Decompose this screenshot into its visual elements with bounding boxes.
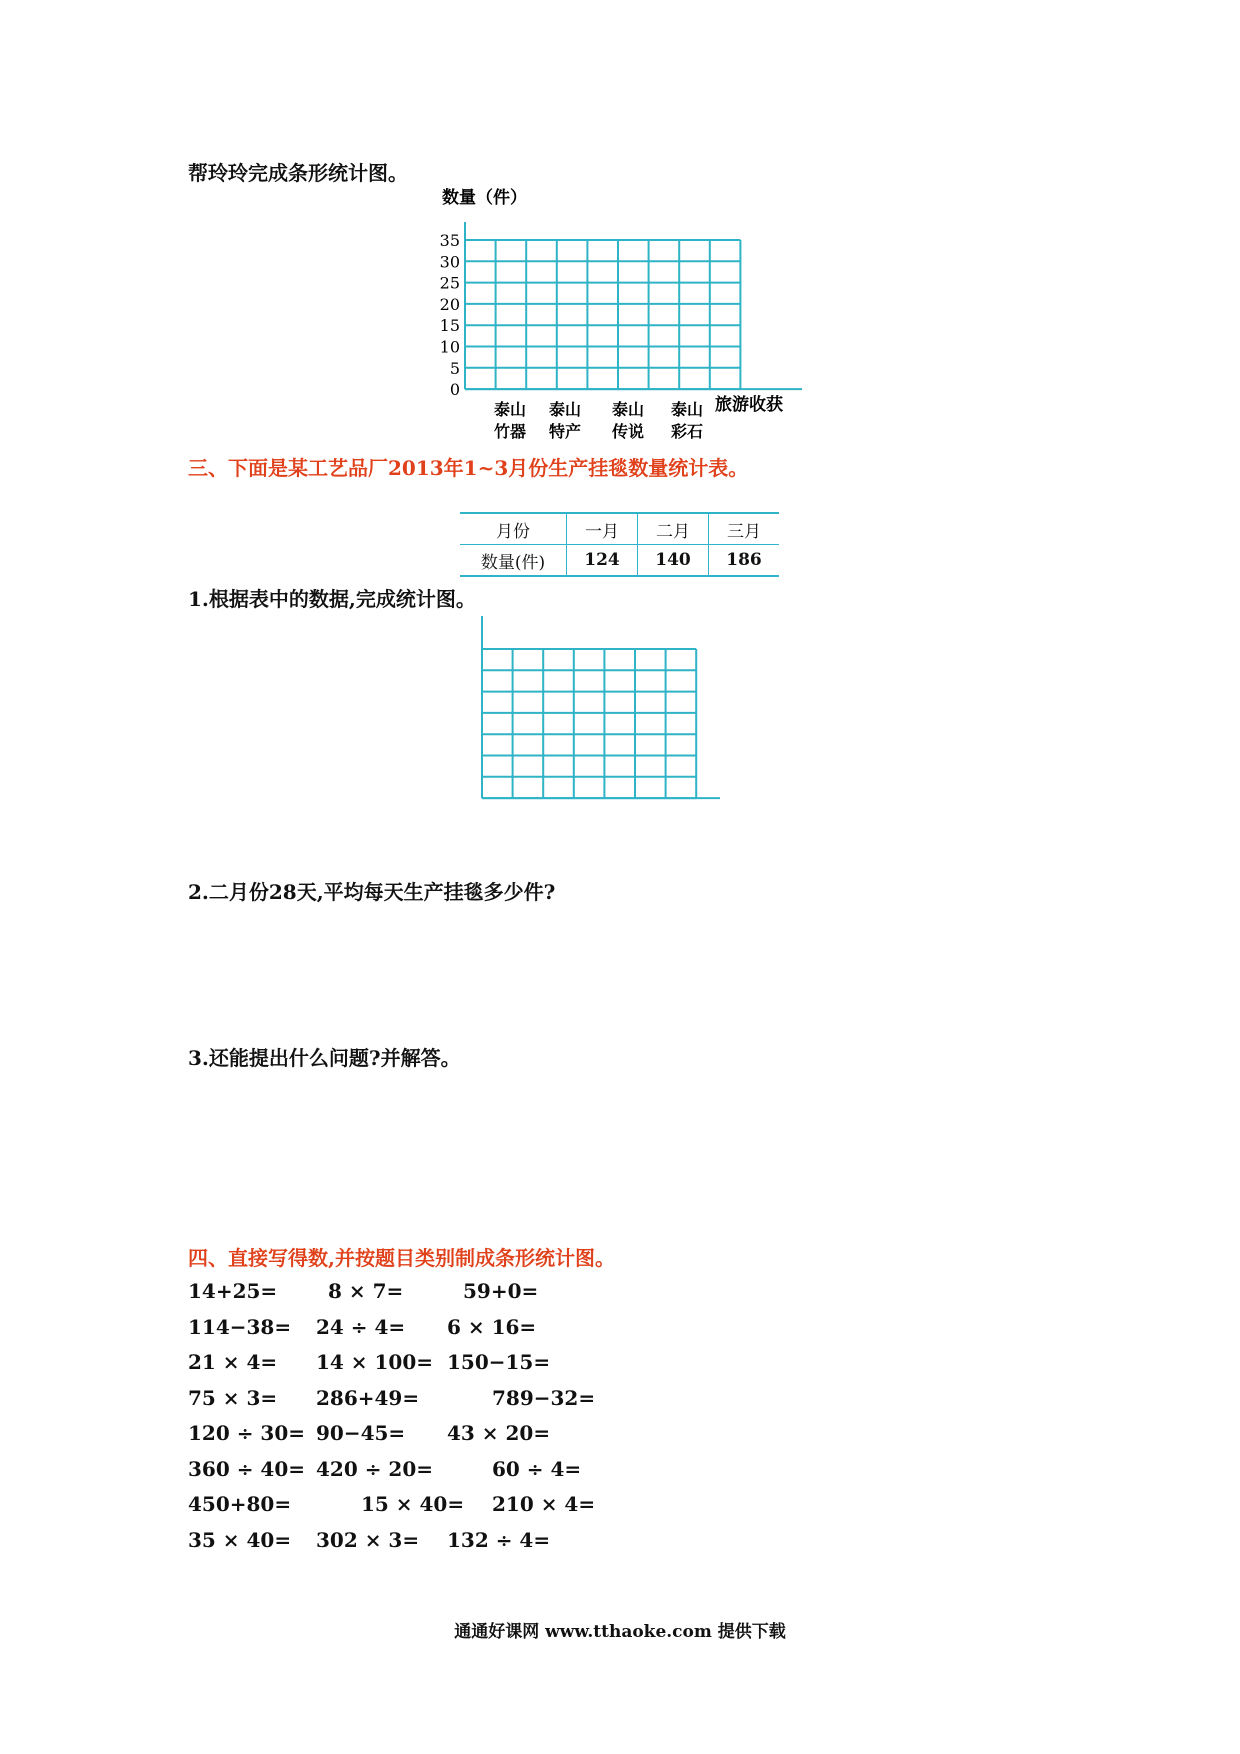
table-row (460, 545, 779, 577)
chart-x-label: 旅游收获 (715, 395, 783, 415)
math-problem: 14 × 100= (316, 1350, 434, 1374)
y-tick-label: 5 (449, 358, 460, 378)
table-row-label: 数量(件) (460, 545, 567, 577)
y-tick-label: 20 (439, 294, 460, 314)
table-cell: 186 (709, 545, 780, 577)
section-intro: 帮玲玲完成条形统计图。 (188, 161, 408, 185)
math-problem: 43 × 20= (447, 1421, 551, 1445)
production-table (460, 512, 779, 577)
category-label: 泰山 (611, 400, 645, 420)
question-3: 3.还能提出什么问题?并解答。 (188, 1046, 461, 1070)
blank-bar-chart (430, 185, 820, 445)
math-problem: 450+80= (188, 1492, 292, 1516)
section-4-heading: 四、直接写得数,并按题目类别制成条形统计图。 (188, 1246, 615, 1270)
table-header-cell: 一月 (567, 513, 638, 545)
category-label: 竹器 (493, 422, 527, 442)
math-problem: 120 ÷ 30= (188, 1421, 306, 1445)
table-cell: 124 (567, 545, 638, 577)
math-problem: 60 ÷ 4= (492, 1456, 582, 1481)
math-problem: 286+49= (316, 1385, 420, 1410)
math-problem: 21 × 4= (188, 1350, 278, 1374)
math-problem: 210 × 4= (492, 1492, 596, 1516)
blank-grid-chart (470, 612, 730, 802)
category-label: 泰山 (493, 400, 527, 420)
math-problem: 420 ÷ 20= (316, 1456, 434, 1481)
math-problem: 150−15= (447, 1350, 551, 1374)
math-problem: 302 × 3= (316, 1527, 420, 1552)
category-label: 特产 (548, 422, 582, 442)
table-header-row (460, 513, 779, 545)
math-problem: 789−32= (492, 1385, 596, 1410)
category-label: 泰山 (670, 400, 704, 420)
math-problem: 75 × 3= (188, 1385, 278, 1410)
math-problem: 15 × 40= (361, 1492, 465, 1516)
math-problem: 6 × 16= (447, 1314, 537, 1339)
chart-grid (482, 616, 720, 798)
table-header-cell: 二月 (638, 513, 709, 545)
math-problem: 14+25= (188, 1279, 278, 1303)
category-label: 彩石 (670, 422, 704, 442)
y-tick-label: 10 (439, 337, 460, 357)
chart-y-label: 数量（件） (442, 188, 527, 208)
math-problem: 90−45= (316, 1421, 406, 1445)
math-problem: 59+0= (463, 1279, 539, 1303)
category-label: 泰山 (548, 400, 582, 420)
table-header-cell: 三月 (709, 513, 780, 545)
table-header-cell: 月份 (460, 513, 567, 545)
chart-y-ticks (440, 231, 460, 399)
section-3-heading: 三、下面是某工艺品厂2013年1~3月份生产挂毯数量统计表。 (188, 456, 749, 480)
table-cell: 140 (638, 545, 709, 577)
question-1: 1.根据表中的数据,完成统计图。 (188, 587, 476, 611)
question-2: 2.二月份28天,平均每天生产挂毯多少件? (188, 880, 556, 904)
chart-categories (494, 400, 703, 441)
y-tick-label: 30 (439, 252, 460, 272)
y-tick-label: 35 (439, 231, 460, 250)
math-problem: 8 × 7= (328, 1279, 404, 1303)
math-problem: 360 ÷ 40= (188, 1456, 306, 1481)
footer: 通通好课网 www.tthaoke.com 提供下载 (454, 1622, 786, 1642)
y-tick-label: 0 (449, 380, 460, 400)
y-tick-label: 15 (439, 316, 460, 336)
math-problem: 35 × 40= (188, 1527, 292, 1552)
math-problem: 132 ÷ 4= (447, 1527, 551, 1552)
category-label: 传说 (611, 422, 645, 442)
math-problem: 114−38= (188, 1314, 292, 1339)
chart-grid (465, 222, 802, 389)
math-problem: 24 ÷ 4= (316, 1314, 406, 1339)
y-tick-label: 25 (439, 273, 460, 293)
